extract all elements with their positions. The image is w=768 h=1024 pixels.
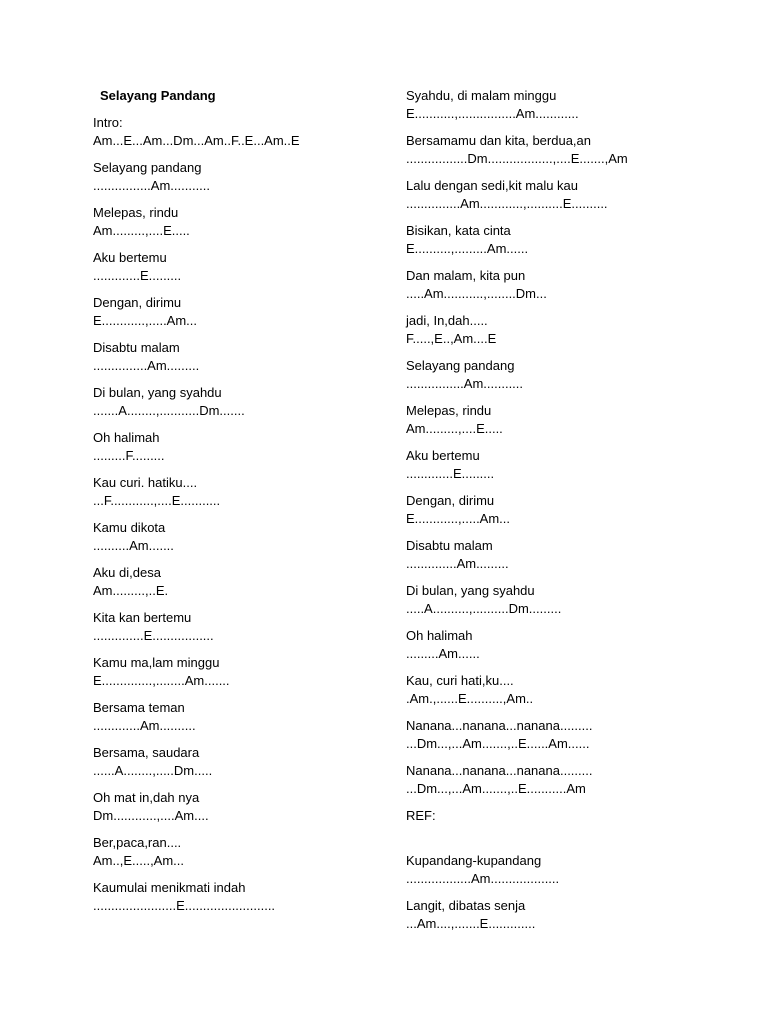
stanza <box>406 312 706 357</box>
chord-line: .........F......... <box>93 447 165 463</box>
chord-line: .Am.,......E..........,Am.. <box>406 690 534 706</box>
stanza <box>406 492 706 537</box>
stanza <box>406 897 706 942</box>
chord-line: .......A........,...........Dm....... <box>93 402 245 418</box>
stanza <box>93 519 393 564</box>
chord-line: Am.........,....E..... <box>406 420 503 436</box>
chord-line: ...Am....,.......E............. <box>406 915 536 931</box>
stanza <box>93 744 393 789</box>
stanza <box>93 249 393 294</box>
chord-line: E............,.....Am... <box>93 312 198 328</box>
chord-line: ...Dm...,...Am.......,..E......Am...... <box>406 735 590 751</box>
chord-line: Am..,E.....,Am... <box>93 852 185 868</box>
stanza-ref <box>406 807 706 852</box>
chord-line: ................Am........... <box>93 177 211 193</box>
left-column <box>93 87 393 924</box>
stanza <box>406 627 706 672</box>
stanza <box>93 204 393 249</box>
lyric-line: Aku bertemu <box>406 448 480 463</box>
stanza <box>406 537 706 582</box>
stanza <box>406 672 706 717</box>
lyric-line: Intro: <box>93 115 123 130</box>
chord-line: Dm............,....Am.... <box>93 807 209 823</box>
stanza <box>93 699 393 744</box>
lyric-line: Lalu dengan sedi,kit malu kau <box>406 178 579 193</box>
chord-line: ..........Am....... <box>93 537 174 553</box>
lyric-line: Bersamamu dan kita, berdua,an <box>406 133 591 148</box>
stanza <box>406 717 706 762</box>
stanza <box>406 132 706 177</box>
lyric-line: Aku di,desa <box>93 565 161 580</box>
stanza <box>406 267 706 312</box>
lyric-line: Di bulan, yang syahdu <box>93 385 222 400</box>
lyric-line: Kau curi. hatiku.... <box>93 475 198 490</box>
stanza <box>93 474 393 519</box>
stanza <box>93 654 393 699</box>
chord-line: Am...E...Am...Dm...Am..F..E...Am..E <box>93 132 300 148</box>
stanza <box>93 384 393 429</box>
chord-line: .......................E......................... <box>93 897 276 913</box>
lyric-line: Kau, curi hati,ku.... <box>406 673 514 688</box>
stanza <box>406 87 706 132</box>
stanza <box>93 564 393 609</box>
chord-line: ...............Am............,..........E.......... <box>406 195 608 211</box>
chord-line: E............,.....Am... <box>406 510 511 526</box>
stanza <box>406 357 706 402</box>
chord-line: ..............Am......... <box>406 555 509 571</box>
chord-line: E...........,................Am............ <box>406 105 579 121</box>
chord-line: .....A..........,..........Dm......... <box>406 600 562 616</box>
lyric-line: Oh halimah <box>406 628 473 643</box>
chord-line: .............E......... <box>406 465 495 481</box>
right-column <box>406 87 706 942</box>
lyric-line: Bisikan, kata cinta <box>406 223 511 238</box>
chord-line: Am.........,..E. <box>93 582 169 598</box>
stanza <box>93 429 393 474</box>
chord-line: Am.........,....E..... <box>93 222 190 238</box>
chord-line: .............Am.......... <box>93 717 196 733</box>
lyric-line: Dengan, dirimu <box>93 295 182 310</box>
stanza <box>406 762 706 807</box>
lyric-line: Nanana...nanana...nanana......... <box>406 763 593 778</box>
lyric-line: Kaumulai menikmati indah <box>93 880 246 895</box>
chord-line: ...F............,....E........... <box>93 492 221 508</box>
stanza <box>93 879 393 924</box>
lyric-line: Dengan, dirimu <box>406 493 495 508</box>
lyric-line: Melepas, rindu <box>406 403 492 418</box>
lyric-line: Kamu dikota <box>93 520 166 535</box>
lyric-line: Disabtu malam <box>93 340 180 355</box>
lyric-line: Aku bertemu <box>93 250 167 265</box>
lyric-line: Kita kan bertemu <box>93 610 192 625</box>
chord-line: .............E......... <box>93 267 182 283</box>
lyric-line: Kamu ma,lam minggu <box>93 655 220 670</box>
lyric-line: Langit, dibatas senja <box>406 898 526 913</box>
stanza <box>93 789 393 834</box>
lyric-line: Bersama, saudara <box>93 745 200 760</box>
lyric-line: Syahdu, di malam minggu <box>406 88 557 103</box>
stanza <box>406 447 706 492</box>
chord-line: .....Am...........,........Dm... <box>406 285 547 301</box>
lyric-line: Selayang pandang <box>406 358 515 373</box>
lyric-line: Bersama teman <box>93 700 185 715</box>
lyric-line: Selayang pandang <box>93 160 202 175</box>
lyric-line: Kupandang-kupandang <box>406 853 542 868</box>
lyric-line: Oh halimah <box>93 430 160 445</box>
chord-line: ...Dm...,...Am.......,..E...........Am <box>406 780 586 796</box>
stanza <box>93 294 393 339</box>
stanza <box>406 852 706 897</box>
stanza <box>93 834 393 879</box>
chord-line: ...............Am......... <box>93 357 200 373</box>
chord-line: E..........,.........Am...... <box>406 240 529 256</box>
stanza <box>93 339 393 384</box>
chord-line: F.....,E..,Am....E <box>406 330 497 346</box>
chord-line: ..............E................. <box>93 627 214 643</box>
lyric-line: jadi, In,dah..... <box>406 313 488 328</box>
stanza <box>93 609 393 654</box>
chord-line: .........Am...... <box>406 645 480 661</box>
ref-label: REF: <box>406 808 436 823</box>
stanza <box>406 582 706 627</box>
chord-line: .................Dm..................,....E.......,Am <box>406 150 628 166</box>
stanza <box>93 159 393 204</box>
song-title: Selayang Pandang <box>100 88 216 103</box>
chord-line: E..............,........Am....... <box>93 672 230 688</box>
chord-line: ..................Am................... <box>406 870 560 886</box>
stanza-intro <box>93 114 393 159</box>
stanza <box>406 402 706 447</box>
chord-line: ......A........,.....Dm..... <box>93 762 213 778</box>
lyric-line: Dan malam, kita pun <box>406 268 526 283</box>
lyric-line: Disabtu malam <box>406 538 493 553</box>
lyric-line: Di bulan, yang syahdu <box>406 583 535 598</box>
lyric-line: Nanana...nanana...nanana......... <box>406 718 593 733</box>
chord-line: ................Am........... <box>406 375 524 391</box>
lyric-line: Melepas, rindu <box>93 205 179 220</box>
lyric-line: Ber,paca,ran.... <box>93 835 182 850</box>
stanza <box>406 177 706 222</box>
stanza <box>406 222 706 267</box>
lyric-line: Oh mat in,dah nya <box>93 790 200 805</box>
